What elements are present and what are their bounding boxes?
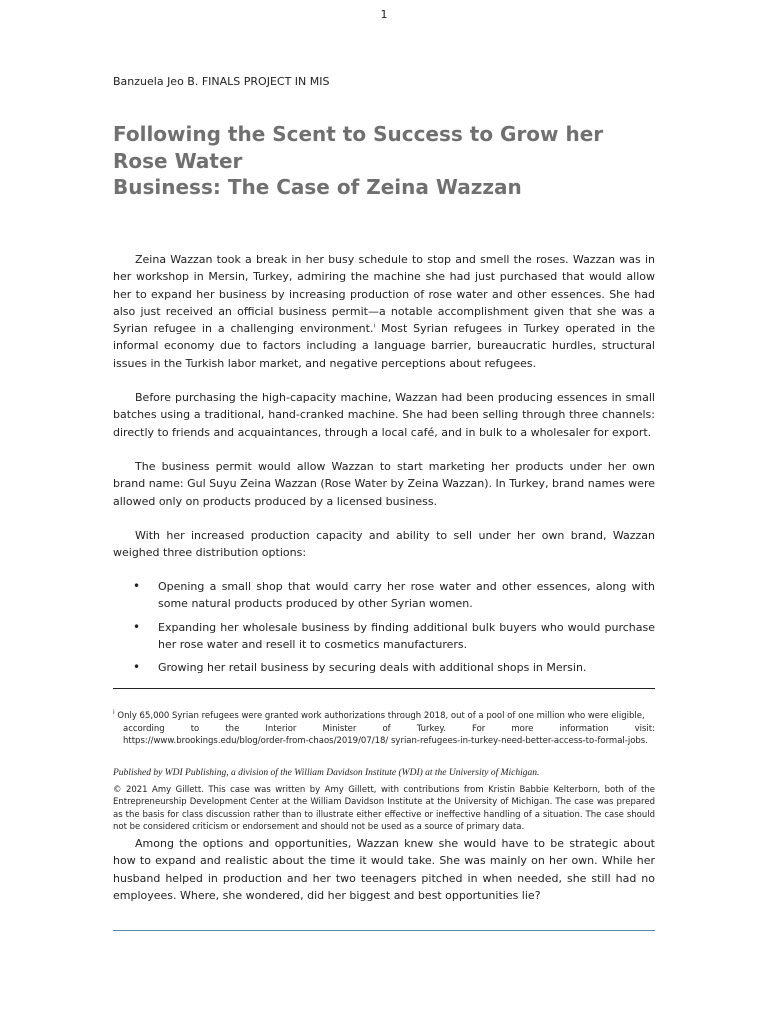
distribution-options-list — [113, 578, 655, 682]
list-item: • Opening a small shop that would carry her rose water and other essences, along with some natural products produced by other Syrian women. — [133, 579, 655, 611]
paragraph-2-text: Before purchasing the high-capacity machine, Wazzan had been producing essences in small batches using a traditional, hand-cranked machine. She had been selling through three channels: directly to friends and acquaintances, through a local café, and in bulk to a wholesaler for export. — [113, 391, 655, 439]
bullet-icon: • — [133, 619, 141, 634]
bullet-icon: • — [133, 579, 141, 593]
author-line: Banzuela Jeo B. FINALS PROJECT IN MIS — [113, 75, 330, 88]
publisher-note: Published by WDI Publishing, a division of the William Davidson Institute (WDI) at the University of Michigan. — [113, 768, 540, 778]
paragraph-3 — [113, 458, 655, 510]
footnote-line-1: $^i$ Only 65,000 Syrian refugees were granted work authorizations through 2018, out of a pool of one million who were eligible, — [113, 709, 645, 721]
footnote-url-link[interactable]: https://www.brookings.edu/blog/order-from-chaos/2019/07/18/ syrian-refugees-in-turkey-need-better-access-to-formal-jobs. — [123, 736, 648, 746]
paragraph-5-text: Among the options and opportunities, Wazzan knew she would have to be strategic about how to expand and realistic about the time it would take. She was mainly on her own. While her husband helped in production and her two teenagers pitched in when needed, she still had no employees. Where, she wondered, did her biggest and best opportunities lie? — [113, 837, 655, 902]
footnote-number: i — [113, 709, 115, 717]
paragraph-4 — [113, 527, 655, 562]
list-item: • Expanding her wholesale business by finding additional bulk buyers who would purchase her rose water and resell it to cosmetics manufacturers. — [133, 619, 655, 651]
paragraph-5 — [113, 835, 655, 904]
footnote-marker: i — [373, 322, 376, 330]
bullet-icon: • — [133, 660, 141, 675]
page-number: 1 — [380, 8, 388, 21]
paragraph-3-text: The business permit would allow Wazzan to start marketing her products under her own brand name: Gul Suyu Zeina Wazzan (Rose Water by Zeina Wazzan). In Turkey, brand names were allowed only on products produced by a licensed business. — [113, 460, 655, 508]
copyright-notice: © 2021 Amy Gillett. This case was written by Amy Gillett, with contributions from Kristin Babbie Kelterborn, both of the Entrepreneurship Development Center at the William Davidson Institute at the University of Michigan. The case was prepared as the basis for class discussion rather than to illustrate either effective or ineffective handling of a situation. The case should not be considered criticism or endorsement and should not be used as a source of primary data. — [113, 785, 655, 832]
footnote-divider — [113, 688, 655, 689]
title-line-3: Business: The Case of Zeina Wazzan — [113, 175, 522, 199]
footnote-line-2: according to the Interior Minister of Turkey. For more information visit: — [123, 723, 655, 734]
paragraph-1 — [113, 251, 655, 372]
title-line-2: Rose Water — [113, 148, 243, 173]
page-bottom-divider — [113, 930, 655, 931]
paragraph-1-text-a: Zeina Wazzan took a break in her busy schedule to stop and smell the roses. Wazzan was in her workshop in Mersin, Turkey, admiring the machine she had just purchased that would allow her to expand her business by increasing production of rose water and other essences. She had also just received an official business permit—a notable accomplishment given that she was a Syrian refugee in a challenging environment. — [113, 253, 655, 336]
list-item: • Growing her retail business by securing deals with additional shops in Mersin. — [113, 659, 655, 676]
title-line-1: Following the Scent to Success to Grow her — [113, 122, 604, 146]
paragraph-2 — [113, 389, 655, 441]
paragraph-1-text-b: Most Syrian refugees in Turkey operated in the informal economy due to factors including a language barrier, bureaucratic hurdles, structural issues in the Turkish labor market, and negative perceptions about refugees. — [113, 322, 655, 370]
footnote — [113, 710, 655, 748]
paragraph-4-text: With her increased production capacity and ability to sell under her own brand, Wazzan weighed three distribution options: — [113, 529, 655, 560]
document-title — [113, 121, 673, 201]
